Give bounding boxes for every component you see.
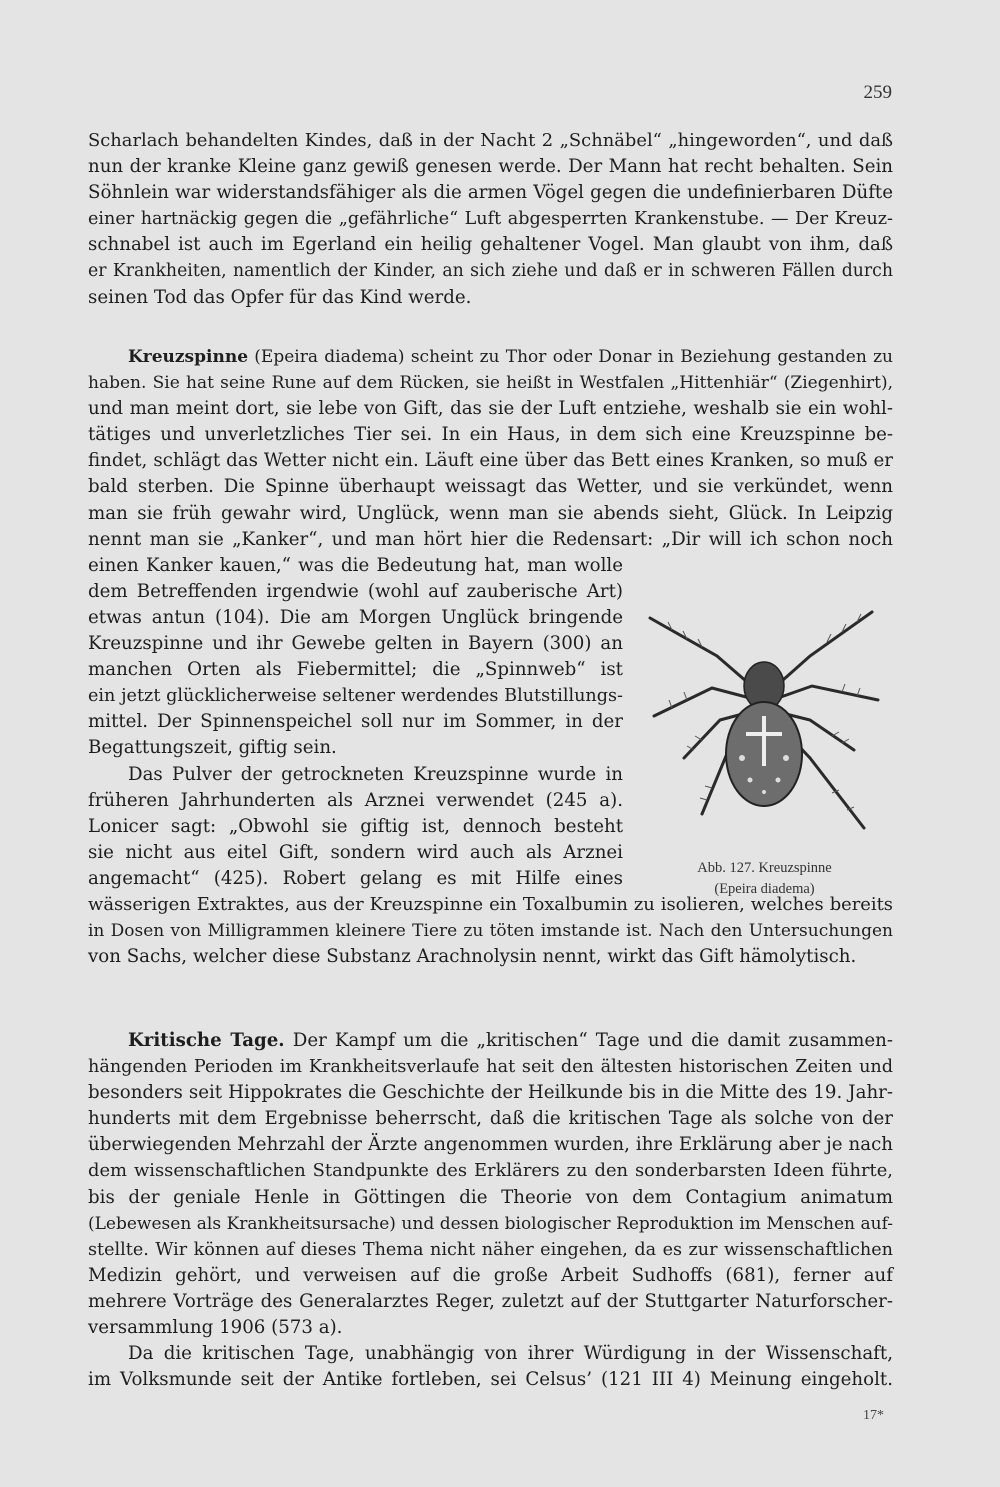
text-line: Das Pulver der getrockneten Kreuzspinne wurde in <box>128 763 623 785</box>
text-line: hängenden Perioden im Krankheitsverlaufe hat seit den ältesten historischen Zeiten und <box>88 1057 893 1078</box>
text-line: und man meint dort, sie lebe von Gift, das sie der Luft entziehe, weshalb sie ein wohl- <box>88 398 893 420</box>
text-line: Begattungszeit, giftig sein. <box>88 737 337 759</box>
text-line: überwiegenden Mehrzahl der Ärzte angenommen wurden, ihre Erklärung aber je nach <box>88 1134 893 1156</box>
text-line: mittel. Der Spinnenspeichel soll nur im Sommer, in der <box>88 711 623 733</box>
text-line: einen Kanker kauen,“ was die Bedeutung hat, man wolle <box>88 554 623 576</box>
text-line: stellte. Wir können auf dieses Thema nicht näher eingehen, da es zur wissenschaftlichen <box>88 1239 893 1260</box>
text-line <box>88 1028 893 1054</box>
text-line: Scharlach behandelten Kindes, daß in der Nacht 2 „Schnäbel“ „hingeworden“, und daß <box>88 130 893 151</box>
text-line: seinen Tod das Opfer für das Kind werde. <box>88 286 472 308</box>
text-line: Kreuzspinne und ihr Gewebe gelten in Bayern (300) an <box>88 633 623 655</box>
text-line: findet, schlägt das Wetter nicht ein. Läuft eine über das Bett eines Kranken, so muß er <box>88 450 893 472</box>
narrow-column <box>88 553 623 892</box>
text-line: schnabel ist auch im Egerland ein heilig gehaltener Vogel. Man glaubt von ihm, daß <box>88 234 893 256</box>
caption-title: Abb. 127. Kreuzspinne <box>697 860 832 876</box>
entry-heading-kritische-tage: Kritische Tage. <box>128 1030 285 1051</box>
caption-species: (Epeira diadema) <box>714 881 815 897</box>
text-line: wässerigen Extraktes, aus der Kreuzspinne ein Toxalbumin zu isolieren, welches bereits <box>88 893 893 915</box>
text-line: besonders seit Hippokrates die Geschichte der Heilkunde bis in die Mitte des 19. Jahr- <box>88 1082 893 1104</box>
text-line: Lonicer sagt: „Obwohl sie giftig ist, dennoch besteht <box>88 815 623 837</box>
text-line: manchen Orten als Fiebermittel; die „Spinnweb“ ist <box>88 659 623 681</box>
text-line: dem wissenschaftlichen Standpunkte des Erklärers zu den sonderbarsten Ideen führte, <box>88 1160 893 1182</box>
spider-illustration <box>642 588 887 850</box>
text-line: dem Betreffenden irgendwie (wohl auf zauberische Art) <box>88 580 623 602</box>
text-line: haben. Sie hat seine Rune auf dem Rücken, sie heißt in Westfalen „Hittenhiär“ (Ziegenhirt), <box>88 373 893 394</box>
text-line <box>88 344 893 370</box>
text-fragment: (Epeira diadema) scheint zu Thor oder Donar in Beziehung gestanden zu <box>248 347 893 367</box>
text-line: (Lebewesen als Krankheitsursache) und dessen biologischer Reproduktion im Menschen auf- <box>88 1213 893 1234</box>
text-line: hunderts mit dem Ergebnisse beherrscht, daß die kritischen Tage als solche von der <box>88 1108 893 1130</box>
figure-caption <box>642 858 887 900</box>
text-line: nennt man sie „Kanker“, und man hört hier die Redensart: „Dir will ich schon noch <box>88 528 893 550</box>
text-line: bald sterben. Die Spinne überhaupt weissagt das Wetter, und sie verkündet, wenn <box>88 476 893 498</box>
text-line: mehrere Vorträge des Generalarztes Reger, zuletzt auf der Stuttgarter Naturforscher- <box>88 1290 893 1312</box>
text-line: nun der kranke Kleine ganz gewiß genesen werde. Der Mann hat recht behalten. Sein <box>88 156 893 178</box>
text-line: früheren Jahrhunderten als Arznei verwendet (245 a). <box>88 789 623 811</box>
sheet-signature: 17* <box>863 1408 884 1423</box>
text-line: einer hartnäckig gegen die „gefährliche“ Luft abgesperrten Krankenstube. — Der Kreuz- <box>88 209 893 230</box>
text-line: bis der geniale Henle in Göttingen die Theorie von dem Contagium animatum <box>88 1186 893 1208</box>
text-fragment: Der Kampf um die „kritischen“ Tage und die damit zusammen- <box>284 1030 893 1051</box>
entry-heading-kreuzspinne: Kreuzspinne <box>128 347 249 367</box>
paragraph-kritische-tage <box>88 1028 893 1393</box>
text-line: ein jetzt glücklicherweise seltener werdendes Blutstillungs- <box>88 686 623 707</box>
text-line: im Volksmunde seit der Antike fortleben, sei Celsus’ (121 III 4) Meinung eingeholt. <box>88 1369 893 1391</box>
text-line: Medizin gehört, und verweisen auf die große Arbeit Sudhoffs (681), ferner auf <box>88 1264 893 1286</box>
text-line: versammlung 1906 (573 a). <box>88 1317 343 1339</box>
text-line: in Dosen von Milligrammen kleinere Tiere zu töten imstande ist. Nach den Untersuchungen <box>88 921 893 942</box>
text-line: etwas antun (104). Die am Morgen Unglück bringende <box>88 606 623 628</box>
text-line: sie nicht aus eitel Gift, sondern wird auch als Arznei <box>88 841 623 863</box>
text-line: man sie früh gewahr wird, Unglück, wenn man sie abends sieht, Glück. In Leipzig <box>88 502 893 524</box>
text-line: Da die kritischen Tage, unabhängig von ihrer Würdigung in der Wissenschaft, <box>128 1343 893 1365</box>
text-line: er Krankheiten, namentlich der Kinder, an sich ziehe und daß er in schweren Fällen durch <box>88 261 893 282</box>
text-line: angemacht“ (425). Robert gelang es mit Hilfe eines <box>88 867 623 889</box>
paragraph-kreuzschnabel <box>88 128 893 311</box>
figure-kreuzspinne <box>642 588 887 908</box>
text-line: von Sachs, welcher diese Substanz Arachnolysin nennt, wirkt das Gift hämolytisch. <box>88 946 857 968</box>
page-number: 259 <box>863 82 892 103</box>
text-line: Söhnlein war widerstandsfähiger als die armen Vögel gegen die undefinierbaren Düfte <box>88 182 893 204</box>
text-line: tätiges und unverletzliches Tier sei. In ein Haus, in dem sich eine Kreuzspinne be- <box>88 424 893 446</box>
